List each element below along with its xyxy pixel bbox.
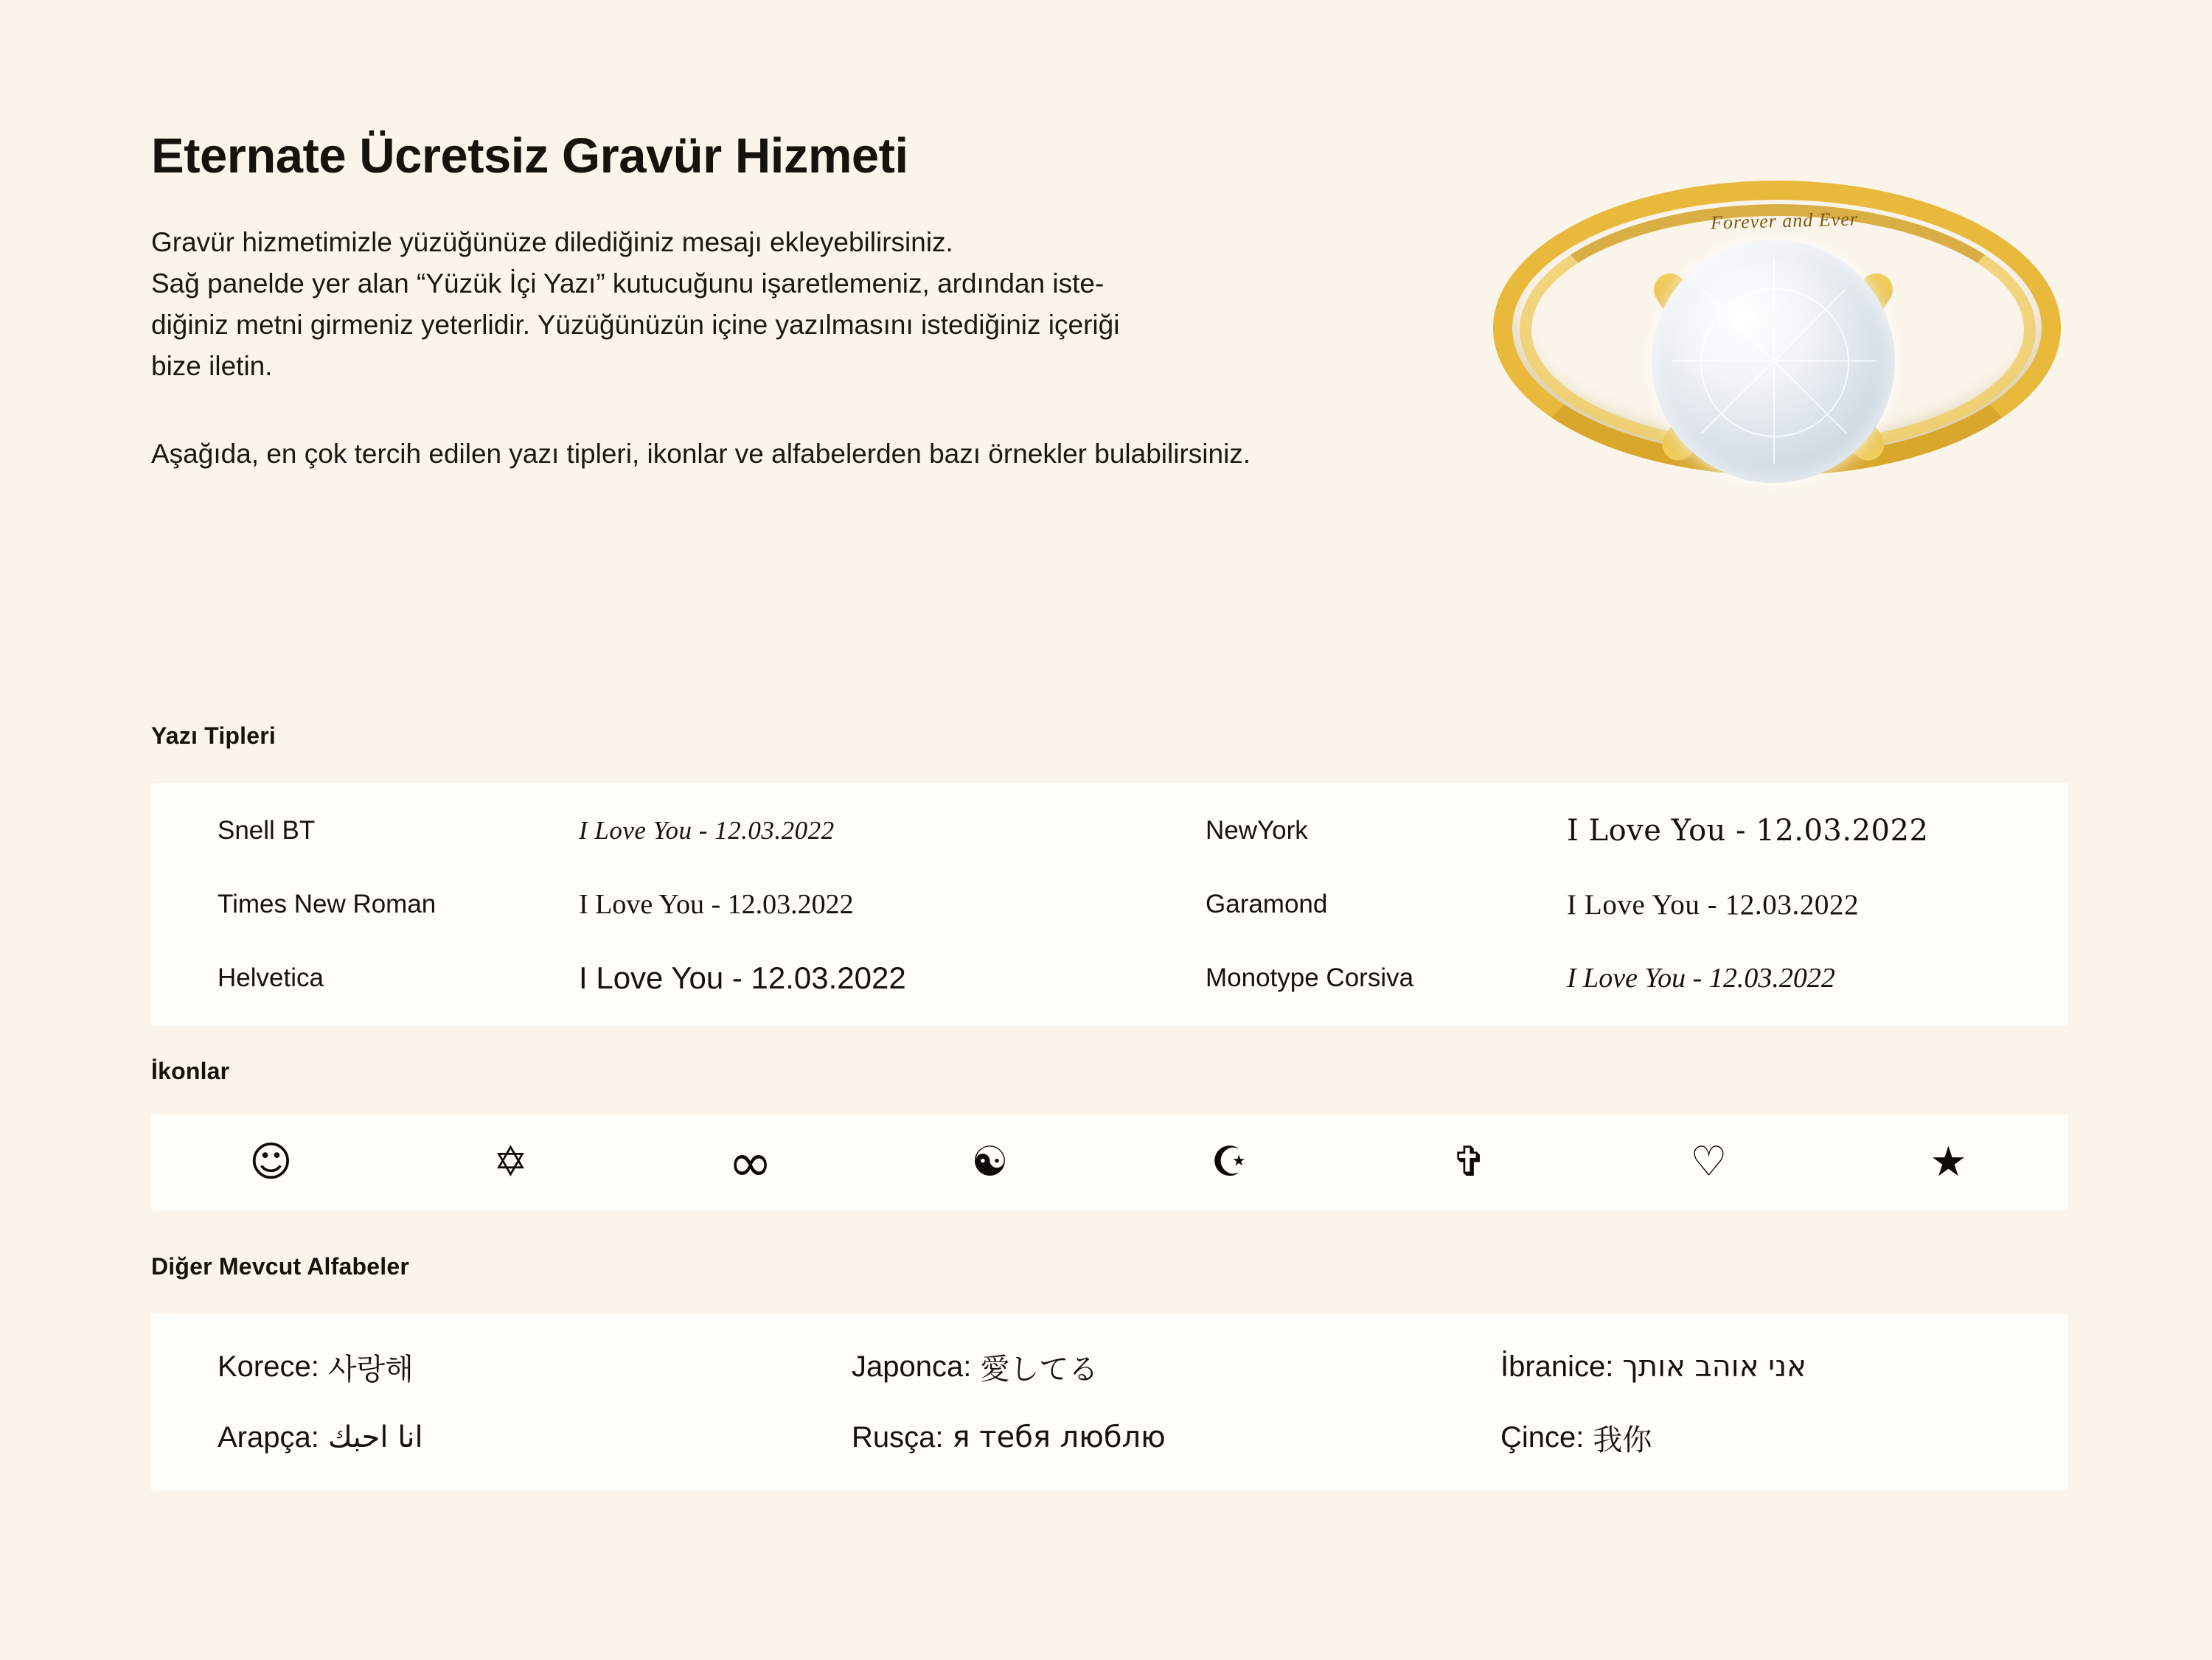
alphabet-item-chinese <box>1500 1402 2135 1473</box>
ring-engraving-text: Forever and Ever <box>1710 208 1859 234</box>
alphabet-item-hebrew <box>1500 1331 2135 1402</box>
font-row <box>151 868 1139 941</box>
font-sample: I Love You - 12.03.2022 <box>1567 963 1835 994</box>
font-name: NewYork <box>1206 816 1308 845</box>
section-label-icons: İkonlar <box>151 1058 230 1084</box>
font-name: Helvetica <box>218 963 324 992</box>
alphabet-sample: 愛してる <box>980 1352 1099 1387</box>
font-name: Times New Roman <box>218 890 437 918</box>
intro-paragraph <box>151 222 1478 388</box>
font-name: Snell BT <box>218 816 316 845</box>
diamond-icon <box>1652 240 1895 483</box>
font-sample: I Love You - 12.03.2022 <box>1567 888 1860 921</box>
diamond-table-facet <box>1700 288 1849 437</box>
icons-panel <box>151 1115 2068 1210</box>
alphabet-sample: 我你 <box>1593 1423 1652 1457</box>
intro-line-3: diğiniz metni girmeniz yeterlidir. Yüzüğünüzün içine yazılmasını istediğiniz içeriği <box>151 310 1120 341</box>
star-filled-icon: ★ <box>1930 1138 1967 1186</box>
smiley-icon: ☺ <box>249 1138 293 1186</box>
alphabet-item-russian <box>852 1402 1500 1473</box>
alphabet-sample: انا احبك <box>327 1420 423 1454</box>
alphabets-panel <box>151 1314 2068 1490</box>
engraved-ring-image <box>1464 158 2068 498</box>
alphabet-item-korean <box>218 1331 852 1402</box>
font-sample: I Love You - 12.03.2022 <box>579 816 835 845</box>
font-row <box>1139 941 2068 1015</box>
font-row <box>1139 868 2068 941</box>
cross-icon: ✞ <box>1452 1138 1486 1186</box>
header <box>151 129 1552 474</box>
alphabets-grid <box>151 1314 2068 1490</box>
font-row <box>1139 794 2068 868</box>
alphabet-item-arabic <box>218 1402 852 1473</box>
font-row <box>151 941 1139 1015</box>
star-of-david-icon: ✡ <box>493 1138 528 1186</box>
fonts-grid <box>151 783 2068 1026</box>
yin-yang-icon: ☯ <box>971 1138 1009 1186</box>
alphabet-language: Rusça: <box>852 1420 944 1454</box>
font-row <box>151 794 1139 868</box>
alphabet-sample: אני אוהב אותך <box>1622 1350 1806 1384</box>
diamond-stone-group <box>1652 240 1895 483</box>
infinity-icon: ∞ <box>728 1131 773 1193</box>
alphabet-language: İbranice: <box>1500 1350 1614 1383</box>
intro-line-1: Gravür hizmetimizle yüzüğünüze dilediğiniz mesajı ekleyebilirsiniz. <box>151 226 953 257</box>
intro-line-2: Sağ panelde yer alan “Yüzük İçi Yazı” kutucuğunu işaretlemeniz, ardından iste- <box>151 268 1105 299</box>
font-sample: I Love You - 12.03.2022 <box>579 889 854 920</box>
section-label-alphabets: Diğer Mevcut Alfabeler <box>151 1253 409 1280</box>
font-name: Monotype Corsiva <box>1206 963 1414 992</box>
section-label-fonts: Yazı Tipleri <box>151 722 276 749</box>
alphabet-language: Arapça: <box>218 1420 319 1454</box>
font-sample: I Love You - 12.03.2022 <box>1567 814 1929 848</box>
page-title: Eternate Ücretsiz Gravür Hizmeti <box>151 128 908 184</box>
intro-line-4: bize iletin. <box>151 351 273 382</box>
font-sample: I Love You - 12.03.2022 <box>579 960 906 995</box>
alphabet-language: Japonca: <box>852 1350 972 1383</box>
alphabet-item-japanese <box>852 1331 1500 1402</box>
font-name: Garamond <box>1206 890 1328 918</box>
intro-note: Aşağıda, en çok tercih edilen yazı tipleri, ikonlar ve alfabelerden bazı örnekler bulabilirsiniz. <box>151 438 1251 469</box>
fonts-panel <box>151 783 2068 1026</box>
heart-outline-icon: ♡ <box>1690 1138 1728 1186</box>
alphabet-language: Çince: <box>1500 1420 1585 1454</box>
star-and-crescent-icon: ☪ <box>1211 1138 1248 1186</box>
alphabet-sample: 사랑해 <box>327 1352 414 1387</box>
alphabet-sample: я тебя люблю <box>952 1420 1166 1454</box>
alphabet-language: Korece: <box>218 1350 319 1383</box>
